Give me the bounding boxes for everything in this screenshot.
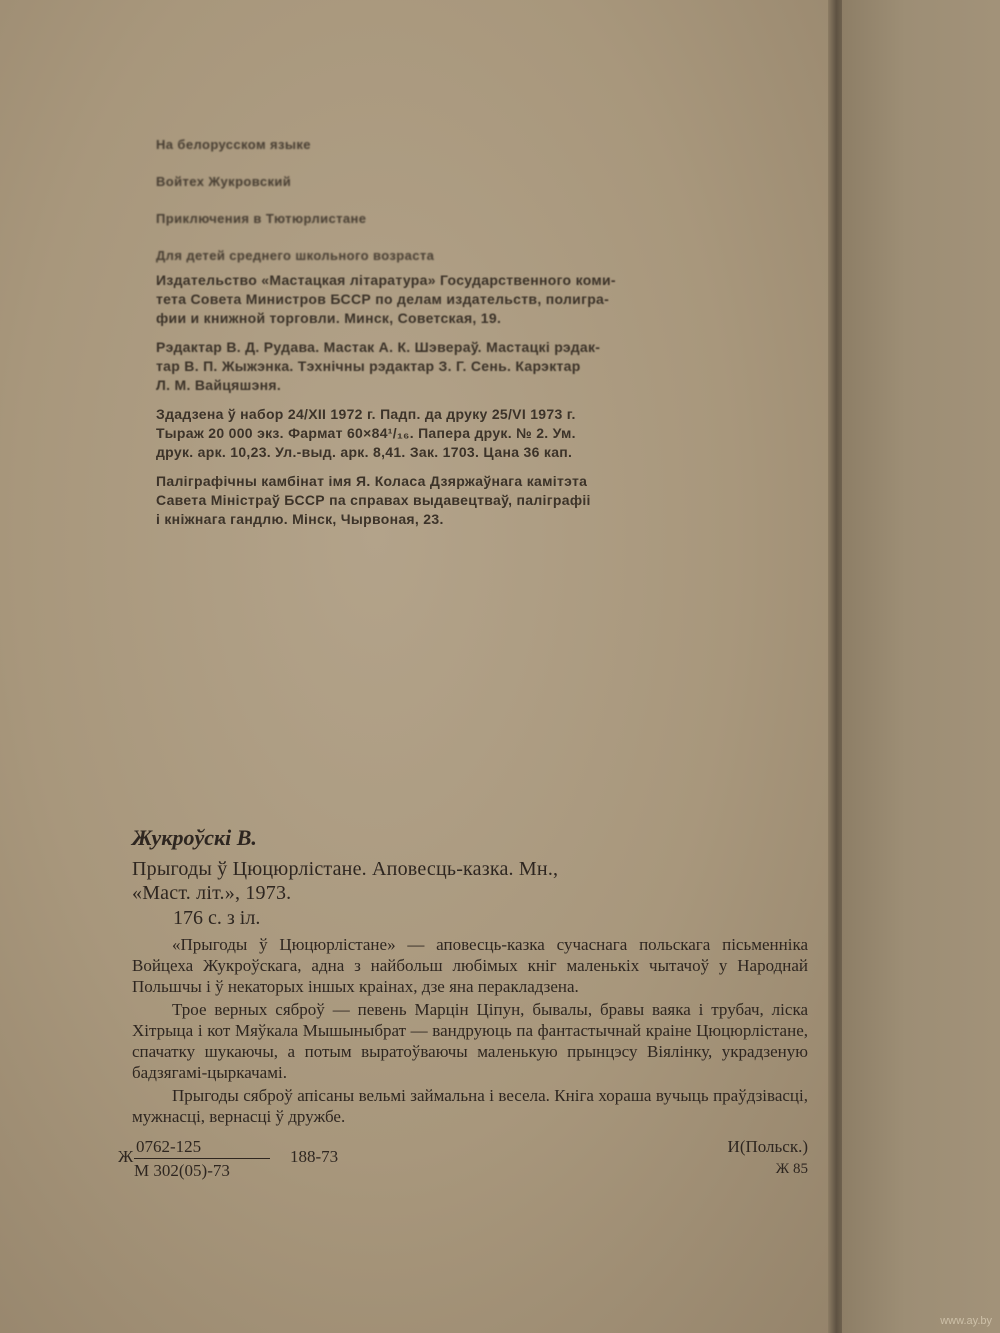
card-title-line: «Маст. літ.», 1973. [132,882,292,904]
publisher-info [156,271,811,328]
annotation-paragraph: Прыгоды сяброў апісаны вельмі займальна і весела. Кніга хораша вучыць праўдзівасці, мужнасці, вернасці ў дружбе. [132,1086,808,1126]
card-pages: 176 с. з іл. [173,907,261,929]
publisher-line: фии и книжной торговли. Минск, Советская, 19. [156,310,502,326]
credits-line: Рэдактар В. Д. Рудава. Мастак А. К. Шэвераў. Мастацкі рэдак- [156,339,601,355]
footer-classification: И(Польск.) [727,1137,808,1156]
imprint-block [156,135,811,539]
annotation-paragraph: «Прыгоды ў Цюцюрлістане» — аповесць-казка сучаснага польскага пісьменніка Войцеха Жукроўскага, адна з найбольш любімых кніг маленькіх чытачоў у Народнай Польшчы і ў некаторых іншых краінах, дзе яна перакладзена. [132,935,808,996]
title-ru: Приключения в Тютюрлистане [156,211,367,226]
printer-line: і кніжнага гандлю. Мінск, Чырвоная, 23. [156,511,444,527]
printer-info [156,472,811,529]
adjacent-page [842,0,1000,1333]
fraction-top: 0762-125 [134,1137,270,1159]
printer-line: Паліграфічны камбінат імя Я. Коласа Дзяржаўнага камітэта [156,473,588,489]
footer-prefix: Ж [118,1147,134,1166]
publisher-line: тета Совета Министров БССР по делам издательств, полигра- [156,291,610,307]
card-author: Жукроўскі В. [132,825,257,850]
card-title-line: Прыгоды ў Цюцюрлістане. Аповесць-казка. Мн., [132,858,559,880]
author-ru: Войтех Жукровский [156,174,292,189]
language-note: На белорусском языке [156,137,311,152]
fraction-bottom: М 302(05)-73 [134,1161,230,1180]
credits-info [156,338,811,395]
footer-number: 188-73 [290,1147,339,1166]
publisher-line: Издательство «Мастацкая літаратура» Государственного коми- [156,272,616,288]
catalog-card [118,825,808,1187]
watermark: www.ay.by [940,1315,992,1327]
footer-code: Ж 85 [775,1161,808,1177]
book-gutter [828,0,842,1333]
print-data-line: друк. арк. 10,23. Ул.-выд. арк. 8,41. Зак. 1703. Цана 36 кап. [156,444,573,460]
credits-line: Л. М. Вайцяшэня. [156,377,282,393]
audience-note: Для детей среднего школьного возраста [156,248,435,263]
credits-line: тар В. П. Жыжэнка. Тэхнічны рэдактар З. Г. Сень. Карэктар [156,358,581,374]
print-data [156,405,811,462]
printer-line: Савета Міністраў БССР па справах выдавецтваў, паліграфіі [156,492,591,508]
annotation-paragraph: Трое верных сяброў — певень Марцін Ціпун, бывалы, бравы ваяка і трубач, ліска Хітрыца і кот Мяўкала Мышыныбрат — вандруюць па фантастычнай краіне Цюцюрлістане, спачатку шукаючы, а потым выратоўваючы маленькую прынцэсу Віялінку, украдзеную бадзягамі-цыркачамі. [132,1000,808,1082]
print-data-line: Тыраж 20 000 экз. Фармат 60×84¹/₁₆. Папера друк. № 2. Ум. [156,425,576,441]
card-footer [118,1137,808,1187]
print-data-line: Здадзена ў набор 24/XII 1972 г. Падп. да друку 25/VI 1973 г. [156,406,576,422]
footer-fraction [134,1137,270,1181]
